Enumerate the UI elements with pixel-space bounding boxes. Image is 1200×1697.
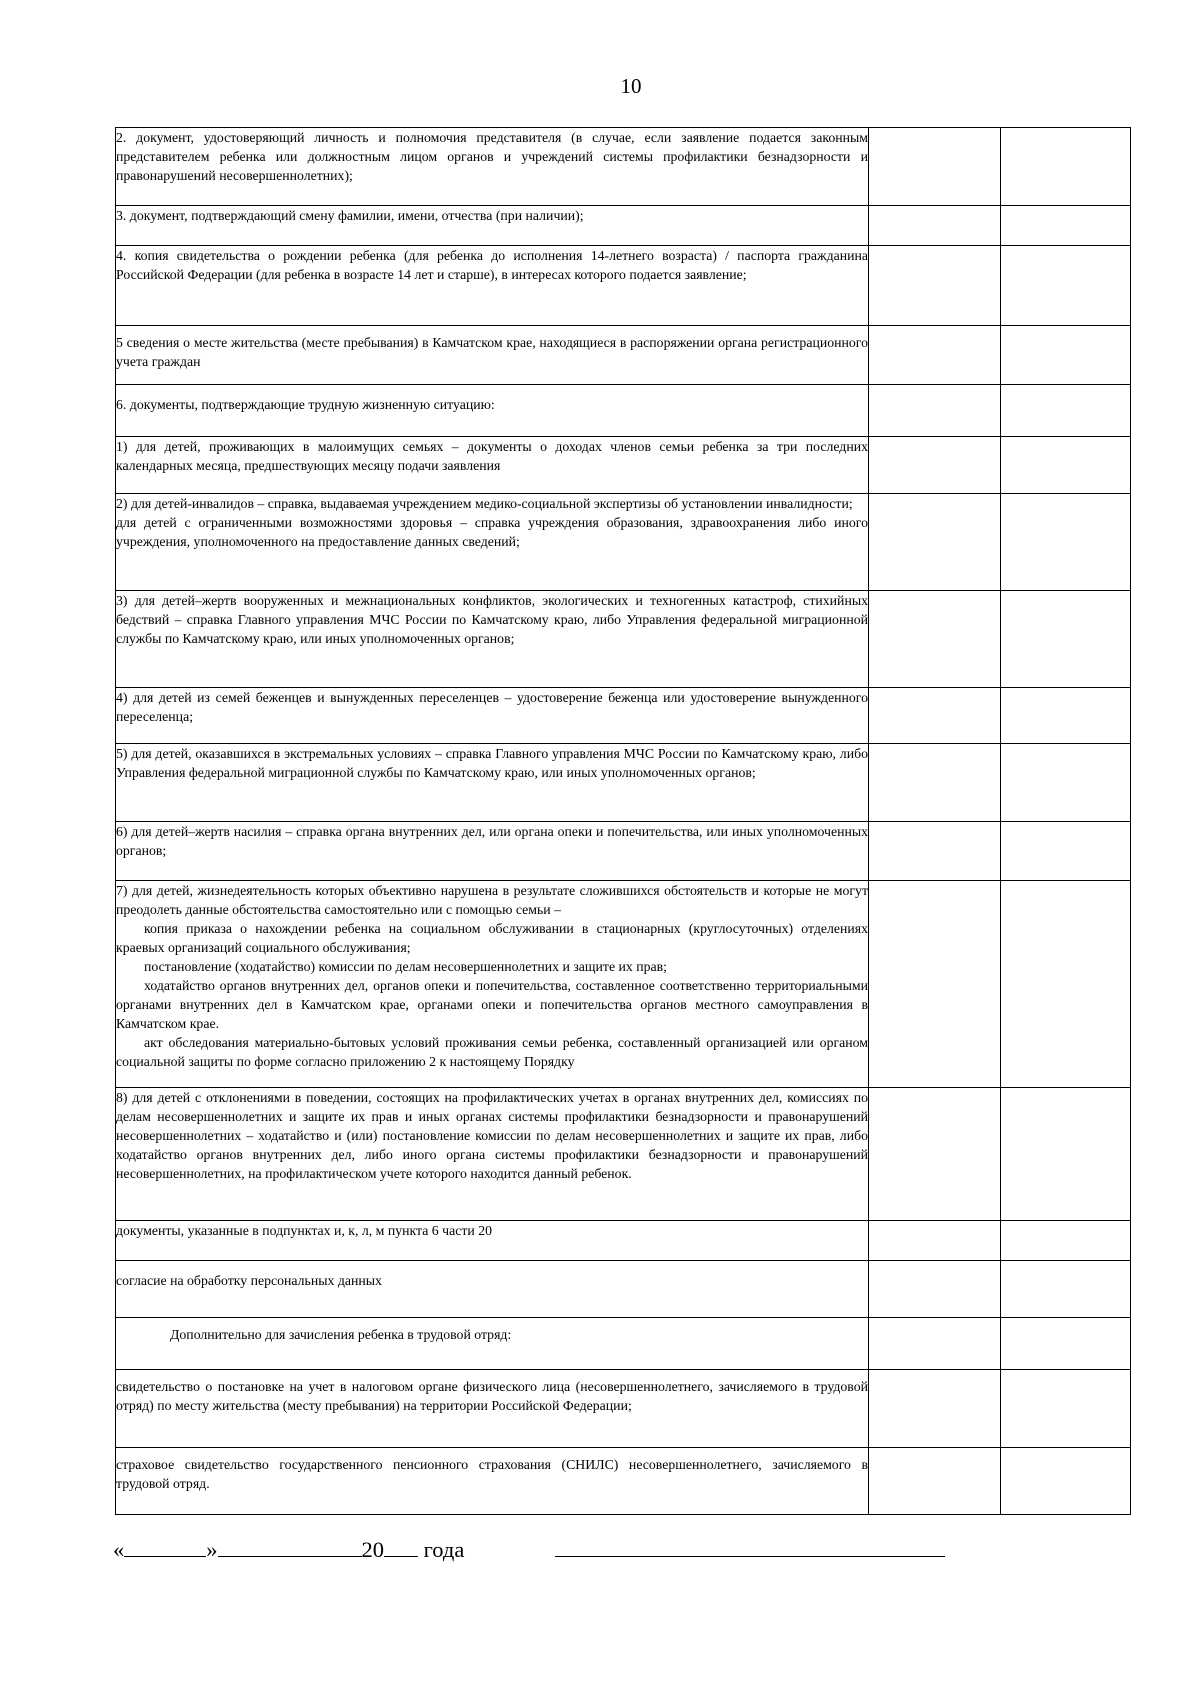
- row-description: [116, 591, 869, 688]
- row-text: 8) для детей с отклонениями в поведении, состоящих на профилактических учетах в органах внутренних дел, комиссиях по делам несовершеннолетних и защите их прав и иных органах системы профилактики безнадзорности и правонарушений несовершеннолетних – ходатайство и (или) постановление комиссии по делам несовершеннолетних и защите их прав, либо ходатайство органов внутренних дел, либо иного органа системы профилактики безнадзорности и правонарушений несовершеннолетних, на профилактическом учете которого находится данный ребенок.: [116, 1090, 868, 1181]
- row-text: 5 сведения о месте жительства (месте пребывания) в Камчатском крае, находящиеся в распоряжении органа регистрационного учета граждан: [116, 335, 868, 369]
- quote-open: «: [113, 1537, 125, 1562]
- row-text: 2) для детей-инвалидов – справка, выдаваемая учреждением медико-социальной экспертизы об установлении инвалидности;: [116, 496, 853, 511]
- check-cell[interactable]: [1001, 128, 1131, 206]
- check-cell[interactable]: [1001, 246, 1131, 326]
- check-cell[interactable]: [869, 437, 1001, 494]
- row-text: 6) для детей–жертв насилия – справка органа внутренних дел, или органа опеки и попечительства, или иных уполномоченных органов;: [116, 824, 868, 858]
- check-cell[interactable]: [869, 591, 1001, 688]
- row-text: 7) для детей, жизнедеятельность которых объективно нарушена в результате сложившихся обстоятельств и которые не могут преодолеть данные обстоятельства самостоятельно или с помощью семьи –: [116, 883, 868, 917]
- table-row: [116, 385, 1131, 437]
- row-description: [116, 128, 869, 206]
- row-description: [116, 437, 869, 494]
- row-text: страховое свидетельство государственного пенсионного страхования (СНИЛС) несовершеннолетнего, зачисляемого в трудовой отряд.: [116, 1457, 868, 1491]
- check-cell[interactable]: [1001, 1261, 1131, 1318]
- check-cell[interactable]: [1001, 385, 1131, 437]
- row-description: [116, 1448, 869, 1515]
- check-cell[interactable]: [869, 1448, 1001, 1515]
- check-cell[interactable]: [1001, 494, 1131, 591]
- row-text: 3. документ, подтверждающий смену фамилии, имени, отчества (при наличии);: [116, 208, 584, 223]
- row-text: 4) для детей из семей беженцев и вынужденных переселенцев – удостоверение беженца или удостоверение вынужденного переселенца;: [116, 690, 868, 724]
- check-cell[interactable]: [869, 1221, 1001, 1261]
- check-cell[interactable]: [1001, 1318, 1131, 1370]
- page-number: 10: [620, 74, 642, 98]
- row-description: [116, 744, 869, 822]
- check-cell[interactable]: [869, 385, 1001, 437]
- signature-footer: [113, 1532, 1123, 1572]
- check-cell[interactable]: [869, 822, 1001, 881]
- check-cell[interactable]: [869, 1318, 1001, 1370]
- row-text: документы, указанные в подпунктах и, к, л, м пункта 6 части 20: [116, 1223, 492, 1238]
- table-row: [116, 881, 1131, 1088]
- table-row: [116, 437, 1131, 494]
- row-text: постановление (ходатайство) комиссии по делам несовершеннолетних и защите их прав;: [144, 959, 668, 974]
- table-row: [116, 744, 1131, 822]
- row-description: [116, 1261, 869, 1318]
- check-cell[interactable]: [1001, 744, 1131, 822]
- row-text: 1) для детей, проживающих в малоимущих семьях – документы о доходах членов семьи ребенка за три последних календарных месяца, предшествующих месяцу подачи заявления: [116, 439, 868, 473]
- row-description: [116, 246, 869, 326]
- row-description: [116, 206, 869, 246]
- check-cell[interactable]: [869, 206, 1001, 246]
- check-cell[interactable]: [1001, 822, 1131, 881]
- table-row: [116, 326, 1131, 385]
- table-row: [116, 1221, 1131, 1261]
- quote-close: »: [206, 1537, 218, 1562]
- check-cell[interactable]: [869, 246, 1001, 326]
- table-row: [116, 1318, 1131, 1370]
- century-label: 20: [361, 1537, 384, 1562]
- table-row: [116, 822, 1131, 881]
- row-description: [116, 688, 869, 744]
- row-description: [116, 326, 869, 385]
- check-cell[interactable]: [1001, 591, 1131, 688]
- table-row: [116, 1088, 1131, 1221]
- row-description: [116, 881, 869, 1088]
- year-word: года: [423, 1537, 465, 1562]
- table-row: [116, 1370, 1131, 1448]
- row-text: 4. копия свидетельства о рождении ребенка (для ребенка до исполнения 14-летнего возраста) / паспорта гражданина Российской Федерации (для ребенка в возрасте 14 лет и старше), в интересах которого подается заявление;: [116, 248, 868, 282]
- check-cell[interactable]: [1001, 688, 1131, 744]
- table-row: [116, 206, 1131, 246]
- row-text: 3) для детей–жертв вооруженных и межнациональных конфликтов, экологических и техногенных катастроф, стихийных бедствий – справка Главного управления МЧС России по Камчатскому краю, либо Управления федеральной миграционной службы по Камчатскому краю, или иных уполномоченных органов;: [116, 593, 868, 646]
- check-cell[interactable]: [869, 1088, 1001, 1221]
- row-description: [116, 1221, 869, 1261]
- row-text: Дополнительно для зачисления ребенка в трудовой отряд:: [170, 1327, 512, 1342]
- table-row: [116, 128, 1131, 206]
- row-text: 2. документ, удостоверяющий личность и полномочия представителя (в случае, если заявление подается законным представителем ребенка или должностным лицом органов и учреждений системы профилактики безнадзорности и правонарушений несовершеннолетних);: [116, 130, 868, 183]
- row-description: [116, 1088, 869, 1221]
- check-cell[interactable]: [1001, 437, 1131, 494]
- row-text: 5) для детей, оказавшихся в экстремальных условиях – справка Главного управления МЧС России по Камчатскому краю, либо Управления федеральной миграционной службы по Камчатскому краю, или иных уполномоченных органов;: [116, 746, 868, 780]
- check-cell[interactable]: [869, 744, 1001, 822]
- check-cell[interactable]: [869, 688, 1001, 744]
- table-row: [116, 246, 1131, 326]
- check-cell[interactable]: [1001, 326, 1131, 385]
- row-text: акт обследования материально-бытовых условий проживания семьи ребенка, составленный организацией или органом социальной защиты по форме согласно приложению 2 к настоящему Порядку: [116, 1035, 868, 1069]
- document-checklist-table: [115, 127, 1131, 1515]
- check-cell[interactable]: [1001, 1448, 1131, 1515]
- check-cell[interactable]: [1001, 206, 1131, 246]
- day-blank[interactable]: [124, 1532, 206, 1557]
- check-cell[interactable]: [869, 494, 1001, 591]
- row-text: свидетельство о постановке на учет в налоговом органе физического лица (несовершеннолетнего, зачисляемого в трудовой отряд) по месту жительства (месту пребывания) на территории Российской Федерации;: [116, 1379, 868, 1413]
- table-row: [116, 494, 1131, 591]
- check-cell[interactable]: [1001, 1370, 1131, 1448]
- table-row: [116, 688, 1131, 744]
- row-text: для детей с ограниченными возможностями здоровья – справка учреждения образования, здравоохранения либо иного учреждения, уполномоченного на предоставление данных сведений;: [116, 515, 868, 549]
- table-row: [116, 1261, 1131, 1318]
- check-cell[interactable]: [1001, 1221, 1131, 1261]
- check-cell[interactable]: [869, 128, 1001, 206]
- signature-line[interactable]: [555, 1556, 945, 1557]
- table-row: [116, 1448, 1131, 1515]
- date-field: [113, 1532, 464, 1565]
- row-description: [116, 822, 869, 881]
- row-description: [116, 1370, 869, 1448]
- row-description: [116, 494, 869, 591]
- row-text: копия приказа о нахождении ребенка на социальном обслуживании в стационарных (круглосуточных) отделениях краевых организаций социального обслуживания;: [116, 921, 868, 955]
- row-text: ходатайство органов внутренних дел, органов опеки и попечительства, составленное соответственно территориальными органами внутренних дел в Камчатском крае, органами опеки и попечительства органов местного самоуправления в Камчатском крае.: [116, 978, 868, 1031]
- month-blank[interactable]: [218, 1532, 362, 1557]
- check-cell[interactable]: [869, 1370, 1001, 1448]
- check-cell[interactable]: [1001, 881, 1131, 1088]
- row-description: [116, 385, 869, 437]
- table-row: [116, 591, 1131, 688]
- check-cell[interactable]: [869, 326, 1001, 385]
- row-text: согласие на обработку персональных данных: [116, 1273, 382, 1288]
- row-description: [116, 1318, 869, 1370]
- check-cell[interactable]: [1001, 1088, 1131, 1221]
- check-cell[interactable]: [869, 1261, 1001, 1318]
- row-text: 6. документы, подтверждающие трудную жизненную ситуацию:: [116, 397, 495, 412]
- check-cell[interactable]: [869, 881, 1001, 1088]
- year-blank[interactable]: [384, 1532, 418, 1557]
